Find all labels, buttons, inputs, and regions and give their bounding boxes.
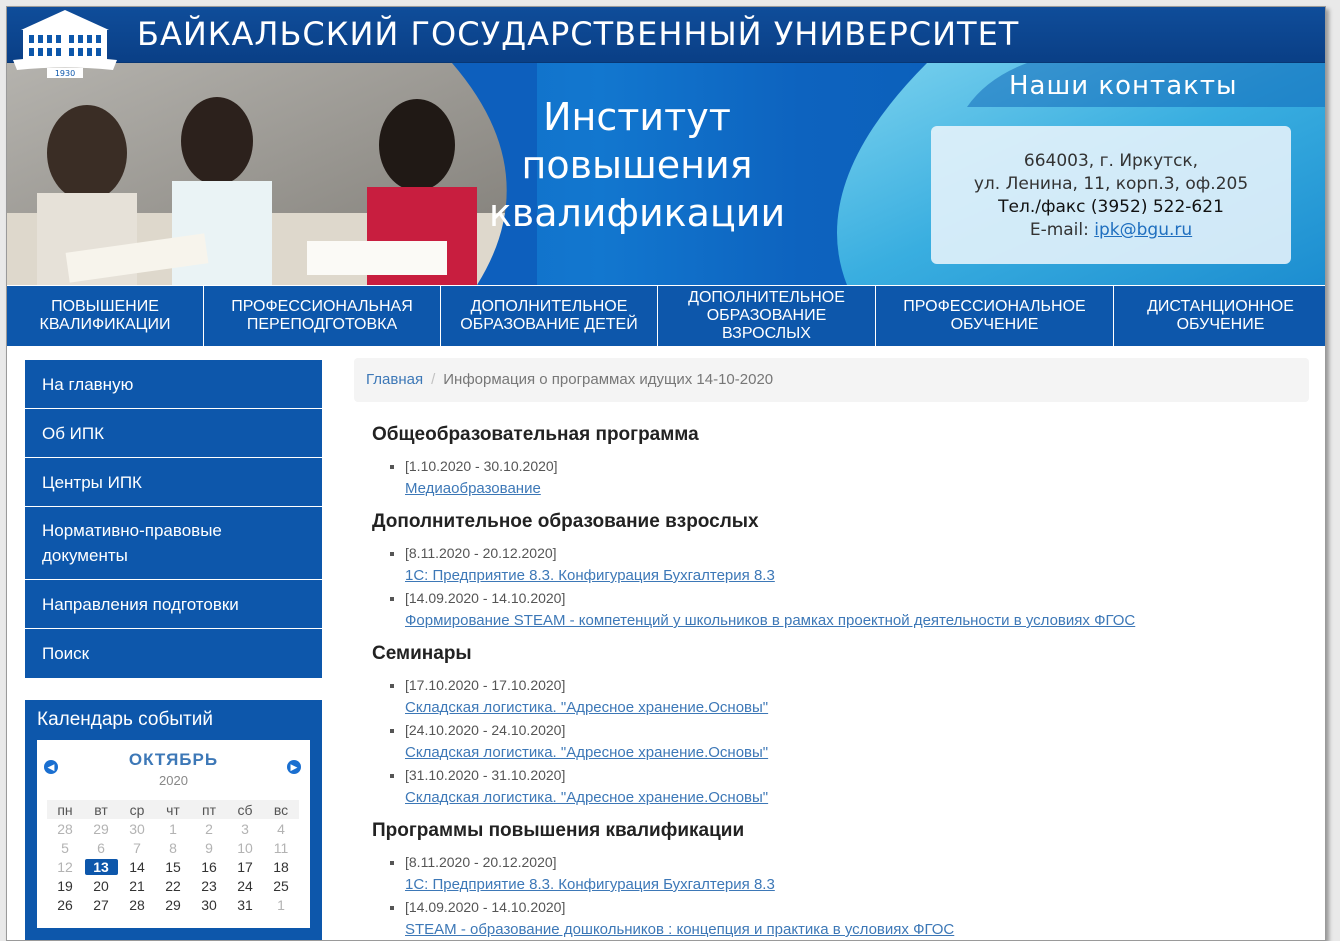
breadcrumb — [354, 358, 1309, 402]
calendar-day[interactable]: 5 — [61, 839, 69, 856]
calendar-day[interactable]: 23 — [201, 877, 217, 894]
calendar-year: 2020 — [159, 773, 188, 788]
nav-advanced-training[interactable]: ПОВЫШЕНИЕ КВАЛИФИКАЦИИ — [7, 286, 204, 346]
calendar-day[interactable]: 11 — [273, 839, 289, 856]
sidebar-item-search[interactable]: Поиск — [25, 629, 322, 678]
calendar-day[interactable]: 6 — [97, 839, 105, 856]
university-header — [7, 7, 1326, 78]
calendar-title: Календарь событий — [37, 709, 213, 730]
university-title: БАЙКАЛЬСКИЙ ГОСУДАРСТВЕННЫЙ УНИВЕРСИТЕТ — [137, 15, 1020, 53]
program-dates: [24.10.2020 - 24.10.2020] — [405, 722, 566, 738]
calendar-day[interactable]: 24 — [237, 877, 253, 894]
weekday-label: вс — [263, 800, 299, 819]
section-title: Общеобразовательная программа — [372, 424, 699, 445]
program-dates: [8.11.2020 - 20.12.2020] — [405, 854, 557, 870]
list-item — [405, 719, 1322, 764]
university-logo-icon[interactable] — [9, 8, 121, 78]
calendar-day[interactable]: 20 — [93, 877, 109, 894]
weekday-label: вт — [83, 800, 119, 819]
nav-professional-retraining[interactable]: ПРОФЕССИОНАЛЬНАЯ ПЕРЕПОДГОТОВКА — [204, 286, 441, 346]
calendar-day[interactable]: 15 — [165, 858, 181, 875]
calendar-day[interactable]: 26 — [57, 896, 73, 913]
calendar-day[interactable]: 19 — [57, 877, 73, 894]
program-link[interactable]: Складская логистика. "Адресное хранение.Основы" — [405, 699, 769, 716]
program-link[interactable]: 1С: Предприятие 8.3. Конфигурация Бухгалтерия 8.3 — [405, 567, 775, 584]
list-item — [405, 542, 1322, 587]
weekday-label: чт — [155, 800, 191, 819]
calendar-widget — [37, 740, 310, 928]
program-link[interactable]: Складская логистика. "Адресное хранение.Основы" — [405, 789, 769, 806]
calendar-day[interactable]: 1 — [169, 820, 177, 837]
sidebar-item-directions[interactable]: Направления подготовки — [25, 580, 322, 629]
list-item — [405, 896, 1322, 941]
nav-children-education[interactable]: ДОПОЛНИТЕЛЬНОЕ ОБРАЗОВАНИЕ ДЕТЕЙ — [441, 286, 658, 346]
calendar-day[interactable]: 7 — [133, 839, 141, 856]
program-dates: [14.09.2020 - 14.10.2020] — [405, 899, 566, 915]
section-title: Семинары — [372, 643, 472, 664]
weekday-label: пт — [191, 800, 227, 819]
address-line1: 664003, г. Иркутск, — [1023, 151, 1199, 171]
list-item — [405, 587, 1322, 632]
program-link[interactable]: Медиаобразование — [405, 480, 541, 497]
institute-title: Институт повышения квалификации — [488, 95, 786, 235]
calendar-day[interactable]: 29 — [165, 896, 181, 913]
calendar-grid — [47, 800, 299, 914]
calendar-day[interactable]: 28 — [57, 820, 73, 837]
calendar-day[interactable]: 16 — [201, 858, 217, 875]
programs-content — [372, 423, 1322, 941]
sidebar-item-about[interactable]: Об ИПК — [25, 409, 322, 458]
calendar-month: ОКТЯБРЬ — [128, 750, 219, 769]
nav-adult-education[interactable]: ДОПОЛНИТЕЛЬНОЕ ОБРАЗОВАНИЕ ВЗРОСЛЫХ — [658, 286, 876, 346]
sidebar-menu — [25, 360, 322, 678]
browser-page — [6, 6, 1326, 941]
next-month-icon[interactable]: ▶ — [287, 760, 301, 774]
calendar-day[interactable]: 29 — [93, 820, 109, 837]
program-link[interactable]: Формирование STEAM - компетенций у школьников в рамках проектной деятельности в условиях ФГОС — [405, 612, 1136, 629]
logo-year: 1930 — [54, 69, 76, 78]
prev-month-icon[interactable]: ◀ — [44, 760, 58, 774]
weekday-label: пн — [47, 800, 83, 819]
nav-distance-learning[interactable]: ДИСТАНЦИОННОЕ ОБУЧЕНИЕ — [1147, 298, 1294, 333]
program-link[interactable]: Складская логистика. "Адресное хранение.Основы" — [405, 744, 769, 761]
calendar-day[interactable]: 1 — [277, 896, 285, 913]
calendar-day[interactable]: 18 — [273, 858, 289, 875]
breadcrumb-home-link[interactable]: Главная — [366, 371, 424, 388]
institute-banner — [7, 63, 1326, 285]
calendar-day[interactable]: 28 — [129, 896, 145, 913]
email-line: E-mail: ipk@bgu.ru — [1029, 220, 1193, 240]
list-item — [405, 674, 1322, 719]
sidebar — [25, 360, 322, 678]
calendar-day[interactable]: 22 — [165, 877, 181, 894]
calendar-day[interactable]: 17 — [237, 858, 253, 875]
main-navigation — [7, 286, 1326, 346]
program-dates: [1.10.2020 - 30.10.2020] — [405, 458, 558, 474]
program-link[interactable]: STEAM - образование дошкольников : концепция и практика в условиях ФГОС — [405, 921, 955, 938]
email-link[interactable]: ipk@bgu.ru — [1094, 220, 1193, 240]
calendar-day[interactable]: 4 — [277, 820, 285, 837]
calendar-day[interactable]: 2 — [205, 820, 213, 837]
calendar-day[interactable]: 31 — [237, 896, 253, 913]
calendar-day[interactable]: 10 — [237, 839, 253, 856]
list-item — [405, 455, 1322, 500]
section-title: Программы повышения квалификации — [372, 820, 745, 841]
calendar-day[interactable]: 14 — [129, 858, 145, 875]
contacts-box — [931, 126, 1291, 264]
phone: Тел./факс (3952) 522-621 — [998, 197, 1224, 217]
calendar-day[interactable]: 30 — [201, 896, 217, 913]
breadcrumb-current: Информация о программах идущих 14-10-2020 — [443, 371, 774, 388]
program-dates: [31.10.2020 - 31.10.2020] — [405, 767, 566, 783]
program-dates: [17.10.2020 - 17.10.2020] — [405, 677, 566, 693]
calendar-day[interactable]: 30 — [129, 820, 145, 837]
calendar-day[interactable]: 25 — [273, 877, 289, 894]
calendar-day[interactable]: 12 — [57, 858, 73, 875]
section-title: Дополнительное образование взрослых — [372, 511, 759, 532]
calendar-day[interactable]: 9 — [205, 839, 213, 856]
students-photo — [7, 63, 537, 285]
program-link[interactable]: 1С: Предприятие 8.3. Конфигурация Бухгалтерия 8.3 — [405, 876, 775, 893]
weekday-label: сб — [227, 800, 263, 819]
weekday-label: ср — [119, 800, 155, 819]
list-item — [405, 851, 1322, 896]
calendar-day[interactable]: 21 — [129, 877, 145, 894]
sidebar-item-home[interactable]: На главную — [25, 360, 322, 409]
calendar-day[interactable]: 3 — [241, 820, 249, 837]
calendar-day-today[interactable]: 13 — [83, 857, 119, 876]
program-section — [372, 819, 1322, 941]
events-calendar — [25, 700, 322, 941]
program-section — [372, 510, 1322, 632]
sidebar-item-centers[interactable]: Центры ИПК — [25, 458, 322, 507]
calendar-day[interactable]: 27 — [93, 896, 109, 913]
contacts-heading: Наши контакты — [1009, 71, 1238, 101]
calendar-day[interactable]: 8 — [169, 839, 177, 856]
program-section — [372, 423, 1322, 500]
address-line2: ул. Ленина, 11, корп.3, оф.205 — [973, 174, 1249, 194]
list-item — [405, 764, 1322, 809]
breadcrumb-separator: / — [431, 371, 436, 388]
program-dates: [8.11.2020 - 20.12.2020] — [405, 545, 557, 561]
program-section — [372, 642, 1322, 809]
nav-professional-training[interactable]: ПРОФЕССИОНАЛЬНОЕ ОБУЧЕНИЕ — [876, 286, 1114, 346]
sidebar-item-documents[interactable]: Нормативно-правовые документы — [25, 507, 322, 580]
program-dates: [14.09.2020 - 14.10.2020] — [405, 590, 566, 606]
